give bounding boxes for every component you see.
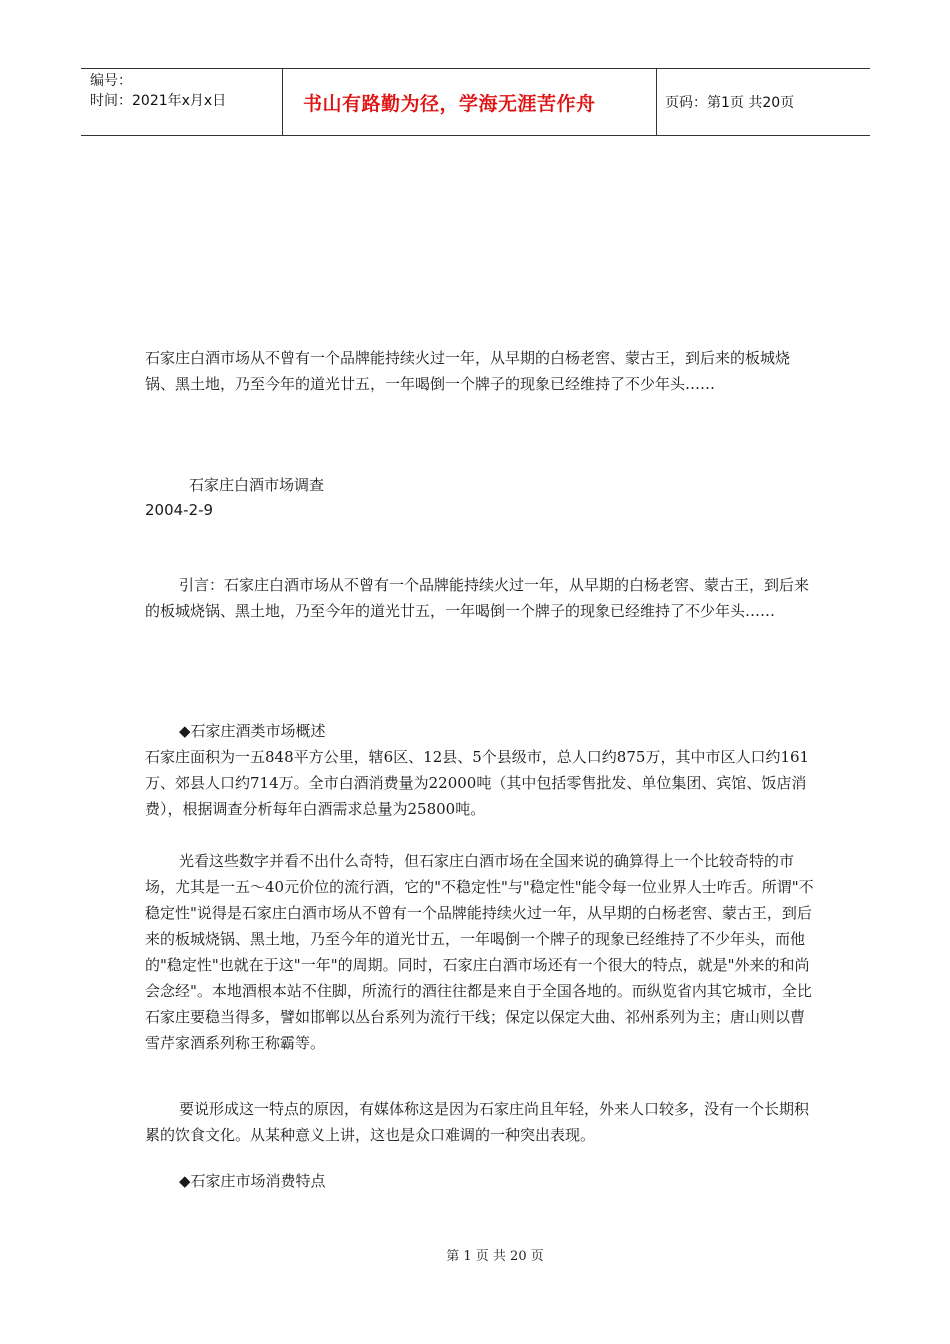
- article-date: 2004-2-9: [145, 501, 214, 519]
- document-time-label: 时间：2021年x月x日: [90, 93, 227, 109]
- overview-paragraph: 石家庄面积为一五848平方公里，辖6区、12县、5个县级市，总人口约875万，其中市区人口约161万、郊县人口约714万。全市白酒消费量为22000吨（其中包括零售批发、单位集团、宾馆、饭店消费），根据调查分析每年白酒需求总量为25800吨。: [145, 748, 810, 818]
- section-heading-consumption: ◆石家庄市场消费特点: [179, 1172, 326, 1190]
- page-footer: 第 1 页 共 20 页: [446, 1249, 544, 1264]
- body-paragraph-3: 要说形成这一特点的原因，有媒体称这是因为石家庄尚且年轻，外来人口较多，没有一个长期积累的饮食文化。从某种意义上讲，这也是众口难调的一种突出表现。: [145, 1100, 810, 1144]
- summary-paragraph: 石家庄白酒市场从不曾有一个品牌能持续火过一年，从早期的白杨老窖、蒙古王，到后来的板城烧锅、黑土地，乃至今年的道光廿五，一年喝倒一个牌子的现象已经维持了不少年头……: [145, 349, 791, 393]
- header-motto: 书山有路勤为径，学海无涯苦作舟: [282, 69, 657, 135]
- header-page-info: 页码：第1页 共20页: [665, 95, 795, 111]
- intro-paragraph: 引言：石家庄白酒市场从不曾有一个品牌能持续火过一年，从早期的白杨老窖、蒙古王，到后来的板城烧锅、黑土地，乃至今年的道光廿五，一年喝倒一个牌子的现象已经维持了不少年头……: [145, 576, 810, 620]
- section-heading-overview: ◆石家庄酒类市场概述: [179, 722, 326, 740]
- header-meta-cell: [81, 69, 282, 135]
- body-paragraph-2: 光看这些数字并看不出什么奇特，但石家庄白酒市场在全国来说的确算得上一个比较奇特的市场，尤其是一五～40元价位的流行酒，它的"不稳定性"与"稳定性"能令每一位业界人士咋舌。所谓"不稳定性"说得是石家庄白酒市场从不曾有一个品牌能持续火过一年，从早期的白杨老窖、蒙古王，到后来的板城烧锅、黑土地，乃至今年的道光廿五，一年喝倒一个牌子的现象已经维持了不少年头，而他的"稳定性"也就在于这"一年"的周期。同时，石家庄白酒市场还有一个很大的特点，就是"外来的和尚会念经"。本地酒根本站不住脚，所流行的酒往往都是来自于全国各地的。而纵览省内其它城市，全比石家庄要稳当得多，譬如邯郸以丛台系列为流行干线；保定以保定大曲、祁州系列为主；唐山则以曹雪芹家酒系列称王称霸等。: [145, 852, 814, 1052]
- document-number-label: 编号：: [90, 73, 132, 89]
- header-table: [81, 68, 870, 136]
- article-title: 石家庄白酒市场调查: [189, 476, 325, 494]
